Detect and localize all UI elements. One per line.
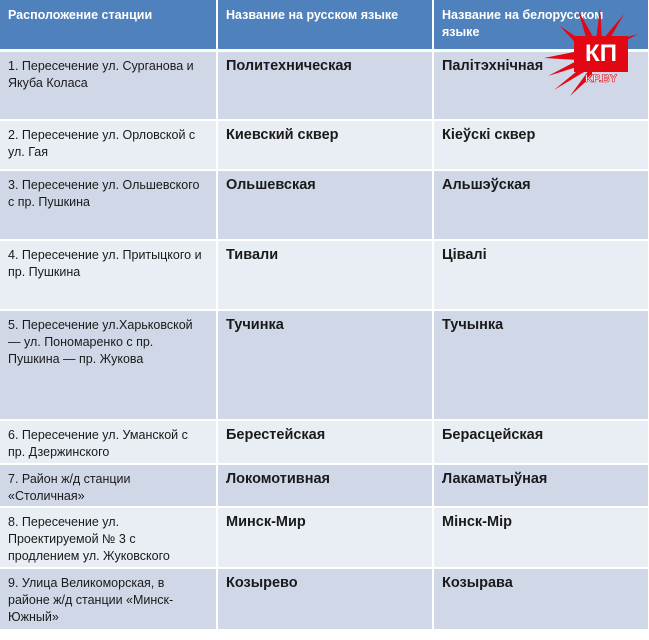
cell-russian: Тивали <box>217 240 433 310</box>
header-location: Расположение станции <box>0 0 217 50</box>
logo-main-text: КП <box>585 40 617 67</box>
cell-belarusian: Лакаматыўная <box>433 464 649 507</box>
cell-russian: Тучинка <box>217 310 433 420</box>
cell-location: 7. Район ж/д станции «Столичная» <box>0 464 217 507</box>
cell-belarusian: Кіеўскі сквер <box>433 120 649 170</box>
cell-belarusian: Берасцейская <box>433 420 649 464</box>
cell-belarusian: Мінск-Мір <box>433 507 649 568</box>
cell-belarusian: Тучынка <box>433 310 649 420</box>
header-belarusian: Название на белорусском языке <box>433 0 649 50</box>
cell-russian: Берестейская <box>217 420 433 464</box>
cell-location: 9. Улица Великоморская, в районе ж/д станции «Минск-Южный» <box>0 568 217 630</box>
cell-location: 4. Пересечение ул. Притыцкого и пр. Пушкина <box>0 240 217 310</box>
table-row <box>0 120 649 170</box>
cell-russian: Козырево <box>217 568 433 630</box>
table-row <box>0 170 649 240</box>
cell-location: 3. Пересечение ул. Ольшевского с пр. Пушкина <box>0 170 217 240</box>
cell-russian: Ольшевская <box>217 170 433 240</box>
cell-belarusian: Альшэўская <box>433 170 649 240</box>
cell-location: 5. Пересечение ул.Харьковской — ул. Пономаренко с пр. Пушкина — пр. Жукова <box>0 310 217 420</box>
cell-russian: Политехническая <box>217 50 433 120</box>
cell-russian: Локомотивная <box>217 464 433 507</box>
cell-russian: Минск-Мир <box>217 507 433 568</box>
table-row <box>0 420 649 464</box>
table-row <box>0 568 649 630</box>
cell-location: 6. Пересечение ул. Уманской с пр. Дзержинского <box>0 420 217 464</box>
table-row <box>0 240 649 310</box>
cell-location: 8. Пересечение ул. Проектируемой № 3 с продлением ул. Жуковского <box>0 507 217 568</box>
logo-sub-text: KP.BY <box>584 73 618 85</box>
cell-belarusian: Цівалі <box>433 240 649 310</box>
cell-belarusian: Козырава <box>433 568 649 630</box>
cell-location: 1. Пересечение ул. Сурганова и Якуба Коласа <box>0 50 217 120</box>
kp-logo-icon <box>540 6 640 98</box>
table-row <box>0 310 649 420</box>
header-russian: Название на русском языке <box>217 0 433 50</box>
cell-belarusian: Палітэхнічная <box>433 50 649 120</box>
cell-location: 2. Пересечение ул. Орловской с ул. Гая <box>0 120 217 170</box>
table-row <box>0 464 649 507</box>
cell-russian: Киевский сквер <box>217 120 433 170</box>
table-row <box>0 507 649 568</box>
